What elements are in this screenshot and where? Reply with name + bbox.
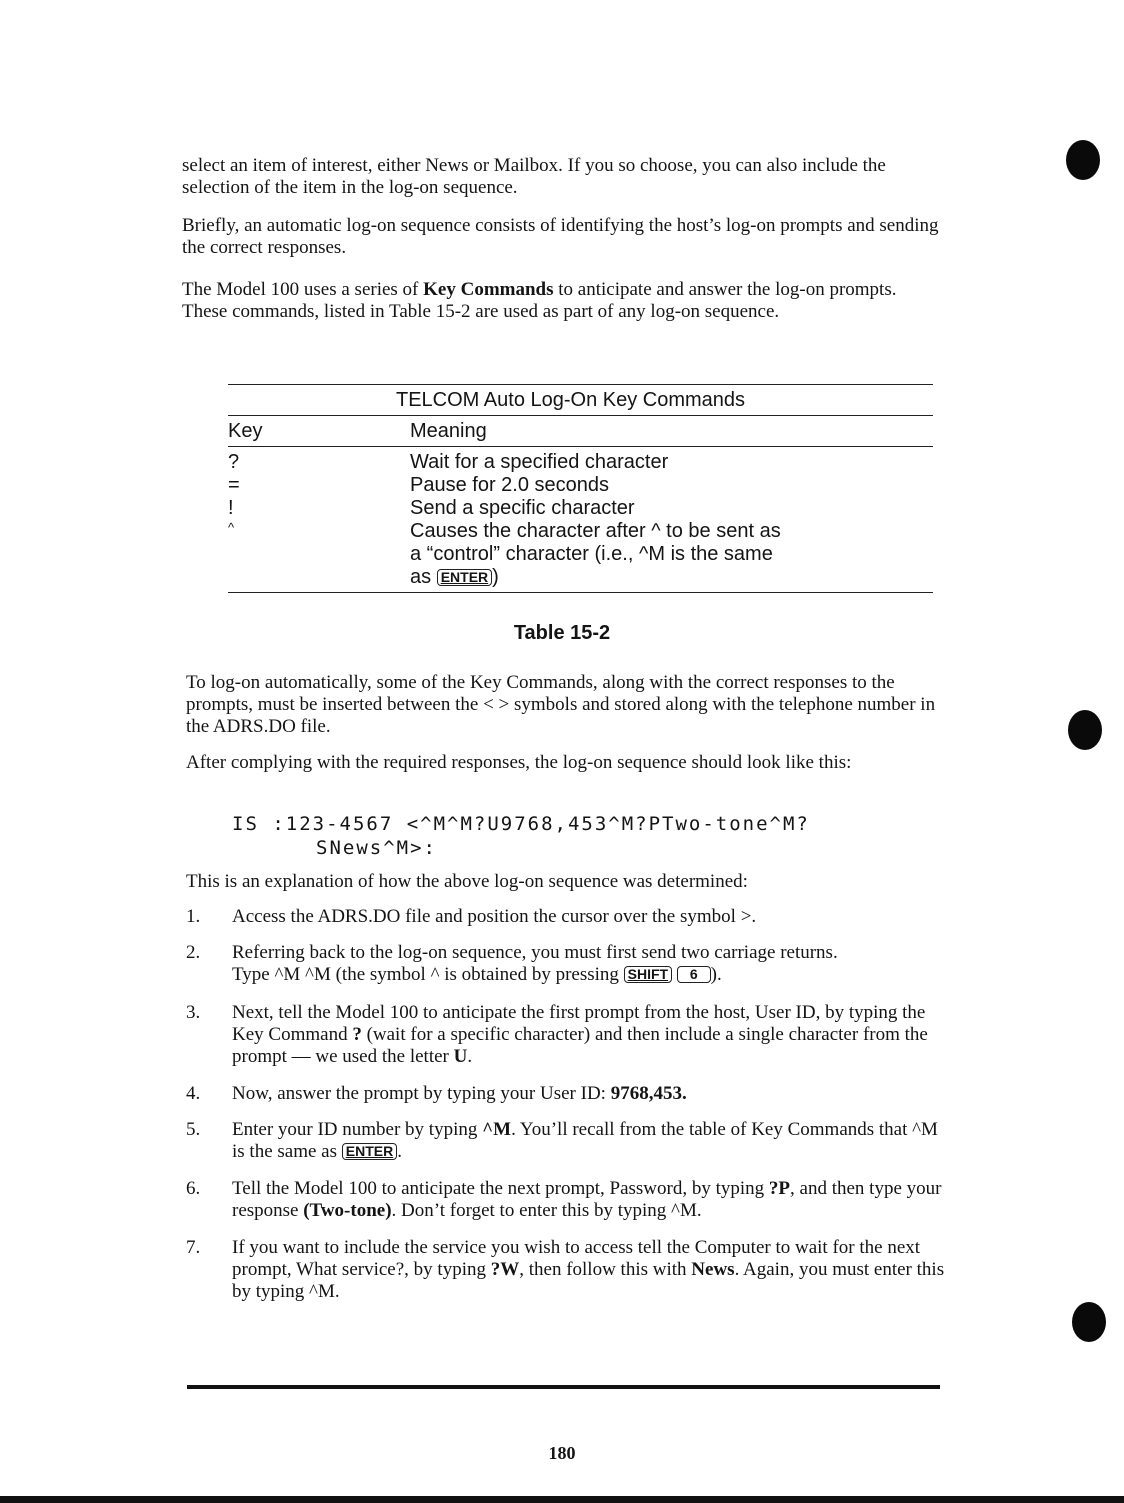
list-item-text: Access the ADRS.DO file and position the cursor over the symbol >. bbox=[232, 906, 757, 927]
enter-key-icon: ENTER bbox=[342, 1143, 397, 1160]
table-row bbox=[228, 451, 933, 474]
page-bottom-rule bbox=[187, 1385, 940, 1389]
key-commands-table bbox=[228, 384, 933, 593]
list-item-text bbox=[232, 1178, 946, 1222]
step-2-line-2-end: ). bbox=[710, 964, 722, 985]
intro-paragraph-3 bbox=[182, 279, 942, 323]
step-2-line-1: Referring back to the log-on sequence, you must first send two carriage returns. bbox=[232, 942, 838, 963]
list-item bbox=[186, 1002, 946, 1068]
page-number: 180 bbox=[548, 1443, 576, 1463]
enter-key-icon: ENTER bbox=[437, 569, 492, 586]
step-4-text-start: Now, answer the prompt by typing your User ID: bbox=[232, 1083, 611, 1104]
step-6-text-start: Tell the Model 100 to anticipate the next prompt, Password, by typing bbox=[232, 1178, 769, 1199]
logon-sequence-code-line-1: IS :123-4567 <^M^M?U9768,453^M?PTwo-tone^M? bbox=[232, 813, 810, 835]
intro-paragraph-1: select an item of interest, either News or Mailbox. If you so choose, you can also include the selection of the item in the log-on sequence. bbox=[182, 155, 886, 198]
list-item bbox=[186, 1237, 946, 1303]
binder-hole-bottom bbox=[1072, 1302, 1106, 1342]
table-cell-key: ^ bbox=[228, 520, 235, 535]
step-5-text-start: Enter your ID number by typing bbox=[232, 1119, 483, 1140]
table-title: TELCOM Auto Log-On Key Commands bbox=[396, 389, 746, 411]
table-cell-meaning: Wait for a specified character bbox=[410, 451, 669, 473]
intro-paragraph-2: Briefly, an automatic log-on sequence consists of identifying the host’s log-on prompts and sending the correct responses. bbox=[182, 215, 939, 258]
list-item-number: 3. bbox=[186, 1002, 201, 1023]
step-3-text-mid: (wait for a specific character) and then include a single character from the prompt — we used the letter bbox=[232, 1024, 928, 1067]
list-item bbox=[186, 906, 946, 928]
meaning-line-3-start: as bbox=[410, 566, 437, 588]
table-cell-meaning: Pause for 2.0 seconds bbox=[410, 474, 610, 496]
meaning-line-3-end: ) bbox=[492, 566, 499, 588]
table-row bbox=[228, 497, 933, 520]
table-row bbox=[228, 474, 933, 497]
intro-paragraph-3-start: The Model 100 uses a series of bbox=[182, 279, 424, 300]
list-item bbox=[186, 1083, 946, 1105]
step-3-bold-1: ? bbox=[352, 1024, 362, 1045]
list-item-text bbox=[232, 1119, 946, 1163]
six-key-icon: 6 bbox=[677, 966, 711, 983]
list-item-number: 5. bbox=[186, 1119, 201, 1140]
list-item-number: 4. bbox=[186, 1083, 201, 1104]
table-header-row bbox=[228, 416, 933, 446]
step-7-bold-1: ?W bbox=[490, 1259, 520, 1280]
key-commands-term: Key Commands bbox=[423, 279, 554, 300]
step-3-text-end: . bbox=[467, 1046, 473, 1067]
table-cell-meaning bbox=[410, 520, 930, 589]
list-item-number: 1. bbox=[186, 906, 201, 927]
step-2-line-2-start: Type ^M ^M (the symbol ^ is obtained by pressing bbox=[232, 964, 624, 985]
table-bottom-rule bbox=[228, 592, 933, 593]
table-caption: Table 15-2 bbox=[513, 622, 611, 644]
step-7-text-mid: , then follow this with bbox=[519, 1259, 692, 1280]
list-item-number: 2. bbox=[186, 942, 201, 963]
step-7-text-start: If you want to include the service you wish to access tell the Computer to wait for the next prompt, What service?, by typing bbox=[232, 1237, 921, 1280]
step-6-text-mid: , and then type your response bbox=[232, 1178, 942, 1221]
list-item-text bbox=[232, 1237, 946, 1303]
binder-hole-top bbox=[1066, 140, 1100, 180]
table-row bbox=[228, 520, 933, 589]
body-paragraph-2: After complying with the required responses, the log-on sequence should look like this: bbox=[186, 752, 852, 773]
binder-hole-middle bbox=[1068, 710, 1102, 750]
page-edge-bar bbox=[0, 1496, 1124, 1503]
list-item-text bbox=[232, 1083, 946, 1105]
body-paragraph-1: To log-on automatically, some of the Key Commands, along with the correct responses to the prompts, must be inserted between the < > symbols and stored along with the telephone number in the ADRS.DO file. bbox=[186, 672, 936, 737]
list-item-number: 6. bbox=[186, 1178, 201, 1199]
list-item-text bbox=[232, 942, 946, 986]
step-6-text-end: . Don’t forget to enter this by typing ^M. bbox=[391, 1200, 702, 1221]
logon-sequence-code-line-2: SNews^M>: bbox=[316, 837, 437, 859]
step-5-text-end: . bbox=[397, 1141, 402, 1162]
step-5-text-mid: . You’ll recall from the table of Key Commands that ^M is the same as bbox=[232, 1119, 938, 1162]
meaning-line-1: Causes the character after ^ to be sent as bbox=[410, 520, 781, 542]
step-6-bold-1: ?P bbox=[768, 1178, 791, 1199]
meaning-line-2: a “control” character (i.e., ^M is the same bbox=[410, 543, 773, 565]
table-header-meaning: Meaning bbox=[410, 420, 487, 442]
list-item bbox=[186, 1119, 946, 1163]
shift-key-icon: SHIFT bbox=[624, 966, 672, 983]
list-item-text bbox=[232, 1002, 946, 1068]
table-header-key: Key bbox=[228, 420, 263, 442]
table-body bbox=[228, 447, 933, 592]
list-item bbox=[186, 942, 946, 986]
table-cell-meaning: Send a specific character bbox=[410, 497, 635, 519]
list-item-number: 7. bbox=[186, 1237, 201, 1258]
list-item bbox=[186, 1178, 946, 1222]
step-6-bold-2: (Two-tone) bbox=[303, 1200, 392, 1221]
step-3-bold-2: U bbox=[453, 1046, 468, 1067]
table-cell-key: ? bbox=[228, 451, 240, 473]
intro-paragraph-3-end: to anticipate and answer the log-on prompts. These commands, listed in Table 15-2 are used as part of any log-on sequence. bbox=[182, 279, 897, 322]
body-paragraph-3: This is an explanation of how the above log-on sequence was determined: bbox=[186, 871, 748, 892]
step-7-bold-2: News bbox=[691, 1259, 735, 1280]
step-5-bold: ^M bbox=[482, 1119, 512, 1140]
step-7-text-end: . Again, you must enter this by typing ^M. bbox=[232, 1259, 945, 1302]
table-cell-key: ! bbox=[228, 497, 234, 519]
step-4-user-id: 9768,453. bbox=[610, 1083, 687, 1104]
step-3-text-start: Next, tell the Model 100 to anticipate the first prompt from the host, User ID, by typing the Key Command bbox=[232, 1002, 926, 1045]
table-cell-key: = bbox=[228, 474, 240, 496]
